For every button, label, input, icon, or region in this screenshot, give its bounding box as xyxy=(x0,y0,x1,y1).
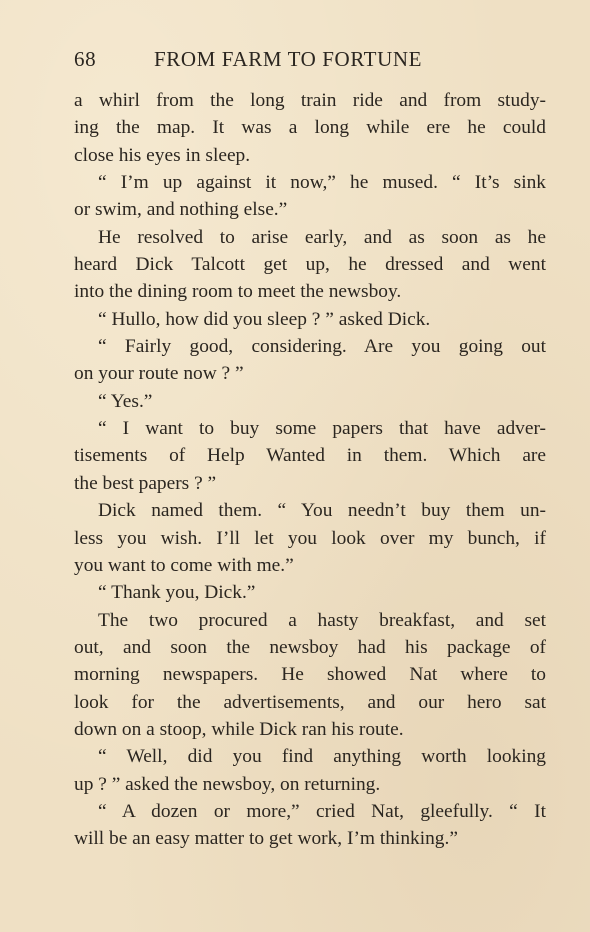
text-line: look for the advertisements, and our hero sat xyxy=(74,691,546,713)
text-line: The two procured a hasty breakfast, and set xyxy=(98,609,546,631)
text-line: “ Thank you, Dick.” xyxy=(98,582,256,604)
text-line: you want to come with me.” xyxy=(74,554,294,576)
text-line: heard Dick Talcott get up, he dressed and went xyxy=(74,254,546,276)
text-line: down on a stoop, while Dick ran his route. xyxy=(74,718,404,740)
text-line: tisements of Help Wanted in them. Which are xyxy=(74,445,546,467)
text-line: “ A dozen or more,” cried Nat, gleefully. “ It xyxy=(98,800,546,822)
text-line: the best papers ? ” xyxy=(74,472,217,494)
book-title: FROM FARM TO FORTUNE xyxy=(154,47,423,71)
text-line: into the dining room to meet the newsboy. xyxy=(74,281,402,303)
text-line: up ? ” asked the newsboy, on returning. xyxy=(74,773,381,795)
text-line: will be an easy matter to get work, I’m thinking.” xyxy=(74,828,458,850)
text-line: or swim, and nothing else.” xyxy=(74,199,288,221)
text-line: He resolved to arise early, and as soon as he xyxy=(98,226,546,248)
text-line: “ Yes.” xyxy=(98,390,153,412)
text-line: Dick named them. “ You needn’t buy them un- xyxy=(98,500,546,522)
running-head xyxy=(74,47,546,75)
body-text xyxy=(74,87,546,853)
text-line: “ Well, did you find anything worth looking xyxy=(98,746,546,768)
text-line: “ I want to buy some papers that have adver- xyxy=(98,418,546,440)
text-line: morning newspapers. He showed Nat where to xyxy=(74,664,546,686)
text-line: a whirl from the long train ride and from study- xyxy=(74,90,546,111)
text-line: ing the map. It was a long while ere he could xyxy=(74,117,546,139)
text-line: “ Fairly good, considering. Are you going out xyxy=(98,336,546,358)
text-line: less you wish. I’ll let you look over my bunch, if xyxy=(74,527,546,549)
page-number: 68 xyxy=(74,47,97,71)
text-line: on your route now ? ” xyxy=(74,363,244,385)
text-line: out, and soon the newsboy had his package of xyxy=(74,636,546,658)
text-line: “ Hullo, how did you sleep ? ” asked Dick. xyxy=(98,308,431,330)
text-line: “ I’m up against it now,” he mused. “ It’s sink xyxy=(98,172,546,194)
text-line: close his eyes in sleep. xyxy=(74,144,251,166)
